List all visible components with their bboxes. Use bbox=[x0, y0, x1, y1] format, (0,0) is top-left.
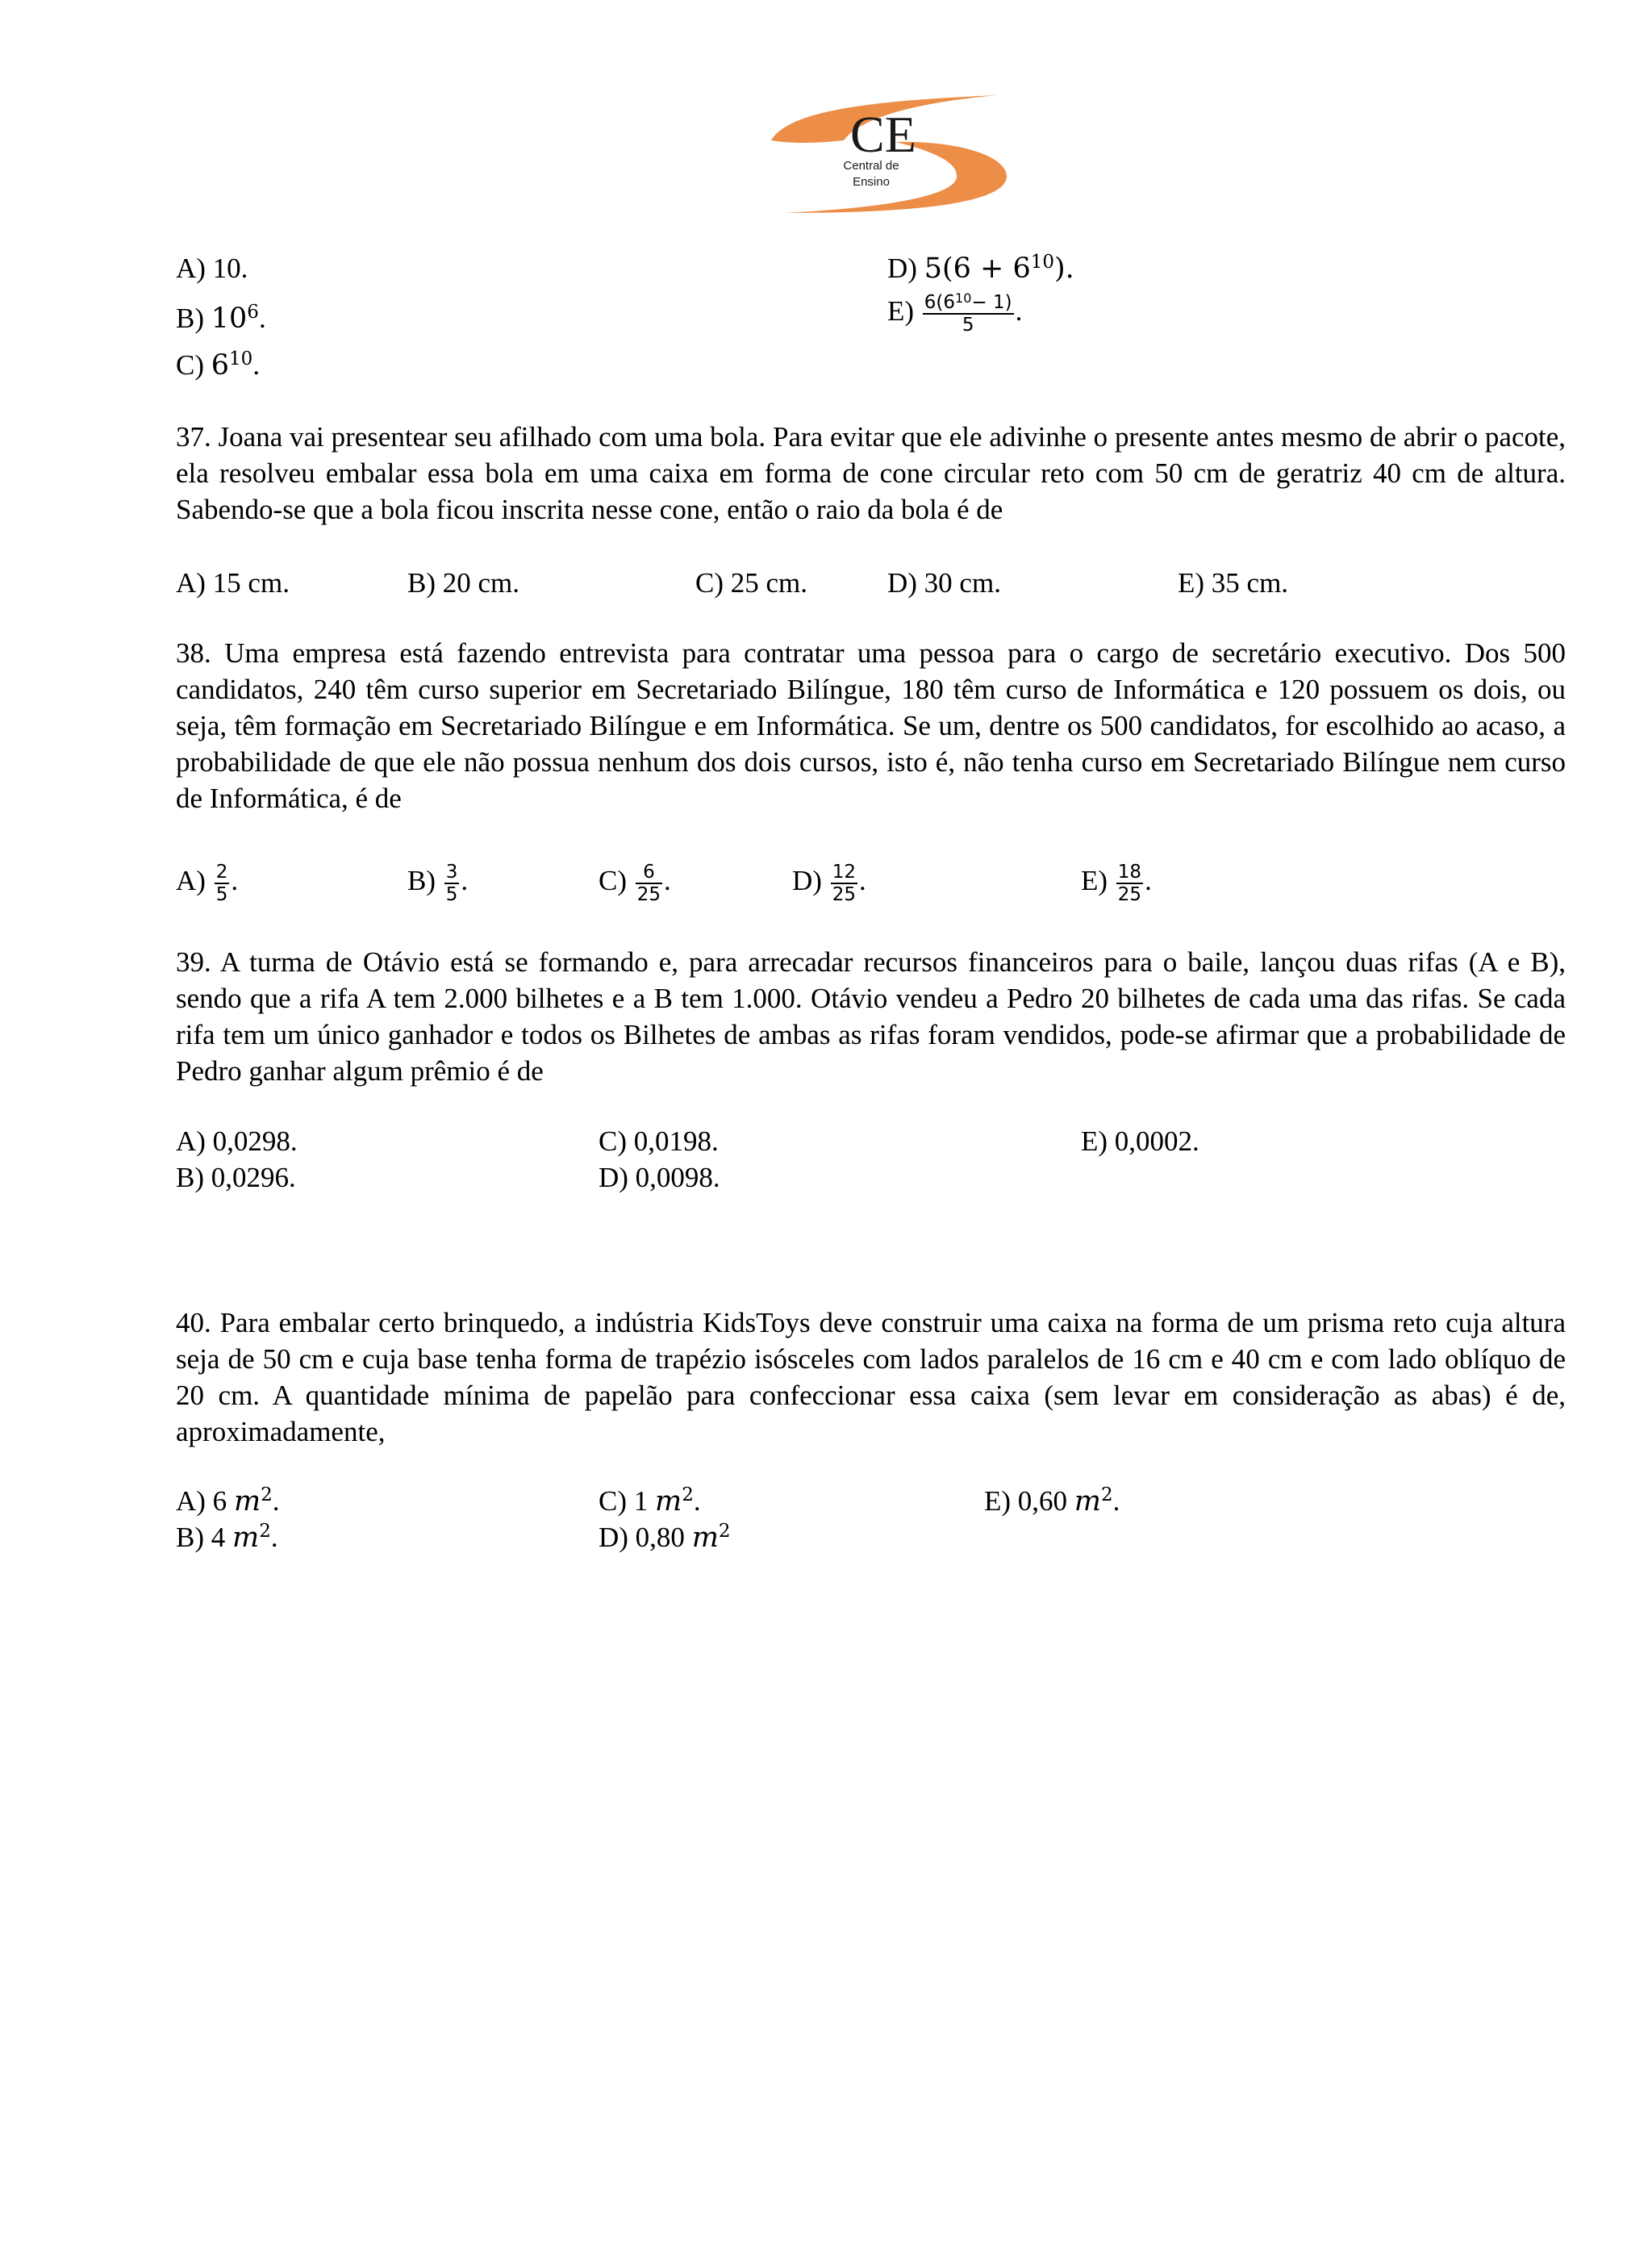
logo-line1: Central de bbox=[843, 159, 899, 173]
question-39 bbox=[176, 944, 1566, 1089]
question-40-text: 40. Para embalar certo brinquedo, a indústria KidsToys deve construir uma caixa na forma de um prisma reto cuja altura seja de 50 cm e cuja base tenha forma de trapézio isósceles com lados paralelos de 16 cm e 40 cm e com lado oblíquo de 20 cm. A quantidade mínima de papelão para confeccionar essa caixa (sem levar em consideração as abas) é de, aproximadamente, bbox=[176, 1307, 1566, 1447]
q36-e-fraction bbox=[923, 292, 1014, 336]
q36-e-end: . bbox=[1015, 295, 1023, 328]
q36-e-label: E) bbox=[887, 295, 921, 328]
q36-option-d[interactable] bbox=[887, 250, 1074, 287]
q36-b-base: 10 bbox=[211, 303, 248, 335]
q39-option-c[interactable]: C) 0,0198. bbox=[599, 1125, 719, 1157]
q40-option-e[interactable] bbox=[984, 1483, 1120, 1520]
q38-e-fraction bbox=[1116, 862, 1143, 905]
q38-option-a[interactable] bbox=[176, 857, 238, 905]
q38-c-denominator: 25 bbox=[636, 883, 661, 905]
q39-option-d[interactable]: D) 0,0098. bbox=[599, 1162, 720, 1193]
q40-b-unit: m bbox=[232, 1522, 260, 1554]
q38-a-label: A) bbox=[176, 865, 213, 896]
q36-b-exp: 6 bbox=[247, 302, 259, 323]
q36-d-end: ). bbox=[1054, 253, 1074, 285]
q38-option-d[interactable] bbox=[792, 857, 866, 905]
q38-c-label: C) bbox=[599, 865, 634, 896]
q38-a-denominator: 5 bbox=[215, 883, 228, 905]
q36-d-expr: 5(6 + 6 bbox=[924, 253, 1031, 285]
q38-b-label: B) bbox=[407, 865, 443, 896]
q39-option-a[interactable]: A) 0,0298. bbox=[176, 1125, 298, 1157]
q38-e-denominator: 25 bbox=[1117, 883, 1142, 905]
question-39-text: 39. A turma de Otávio está se formando e, para arrecadar recursos financeiros para o baile, lançou duas rifas (A e B), sendo que a rifa A tem 2.000 bilhetes e a B tem 1.000. Otávio vendeu a Pedro 20 bilhetes de cada uma das rifas. Se cada rifa tem um único ganhador e todos os Bilhetes de ambas as rifas foram vendidos, pode-se afirmar que a probabilidade de Pedro ganhar algum prêmio é de bbox=[176, 946, 1566, 1087]
q36-option-c[interactable] bbox=[176, 347, 260, 384]
q38-a-fraction bbox=[215, 862, 230, 905]
q40-c-end: . bbox=[693, 1485, 701, 1517]
q36-b-end: . bbox=[258, 303, 266, 334]
logo-letters: CE bbox=[850, 106, 916, 163]
q36-d-exp: 10 bbox=[1030, 252, 1055, 273]
q40-option-d[interactable] bbox=[599, 1519, 731, 1556]
q36-c-label: C) bbox=[176, 349, 211, 381]
question-38 bbox=[176, 635, 1566, 816]
q40-option-a[interactable] bbox=[176, 1483, 280, 1520]
q36-d-label: D) bbox=[887, 253, 924, 284]
q38-e-end: . bbox=[1145, 865, 1152, 896]
question-38-text: 38. Uma empresa está fazendo entrevista para contratar uma pessoa para o cargo de secretário executivo. Dos 500 candidatos, 240 têm curso superior em Secretariado Bilíngue, 180 têm curso de Informática e 120 possuem os dois, ou seja, têm formação em Secretariado Bilíngue e em Informática. Se um, dentre os 500 candidatos, for escolhido ao acaso, a probabilidade de que ele não possua nenhum dos dois cursos, isto é, não tenha curso em Secretariado Bilíngue nem curso de Informática, é de bbox=[176, 637, 1566, 814]
question-37-text: 37. Joana vai presentear seu afilhado com uma bola. Para evitar que ele adivinhe o presente antes mesmo de abrir o pacote, ela resolveu embalar essa bola em uma caixa em forma de cone circular reto com 50 cm de geratriz 40 cm de altura. Sabendo-se que a bola ficou inscrita nesse cone, então o raio da bola é de bbox=[176, 421, 1566, 525]
q40-option-b[interactable] bbox=[176, 1519, 278, 1556]
q38-a-numerator: 2 bbox=[215, 861, 228, 883]
q37-option-a[interactable]: A) 15 cm. bbox=[176, 567, 290, 599]
q40-c-unit: m bbox=[655, 1485, 682, 1518]
q38-c-end: . bbox=[664, 865, 671, 896]
q40-d-label: D) 0,80 bbox=[599, 1522, 692, 1553]
question-40 bbox=[176, 1305, 1566, 1450]
question-37 bbox=[176, 419, 1566, 528]
q36-c-exp: 10 bbox=[229, 349, 253, 369]
q40-c-exp: 2 bbox=[682, 1484, 694, 1505]
q40-b-exp: 2 bbox=[259, 1521, 271, 1542]
q36-c-base: 6 bbox=[211, 349, 230, 382]
q38-option-c[interactable] bbox=[599, 857, 671, 905]
q40-e-label: E) 0,60 bbox=[984, 1485, 1074, 1517]
q36-e-numerator bbox=[923, 292, 1014, 315]
q36-e-num-b: − 1) bbox=[971, 292, 1012, 313]
q40-a-end: . bbox=[272, 1485, 280, 1517]
q40-c-label: C) 1 bbox=[599, 1485, 655, 1517]
q36-b-label: B) bbox=[176, 303, 211, 334]
q38-a-end: . bbox=[231, 865, 239, 896]
q37-option-e[interactable]: E) 35 cm. bbox=[1178, 567, 1289, 599]
q38-d-numerator: 12 bbox=[832, 861, 856, 883]
central-de-ensino-logo bbox=[766, 90, 1024, 219]
q40-d-unit: m bbox=[691, 1522, 719, 1554]
logo-line2: Ensino bbox=[853, 175, 890, 189]
q38-e-numerator: 18 bbox=[1117, 861, 1142, 883]
q37-option-d[interactable]: D) 30 cm. bbox=[887, 567, 1001, 599]
q38-b-end: . bbox=[461, 865, 469, 896]
q36-e-denominator: 5 bbox=[962, 315, 974, 336]
q36-option-e[interactable] bbox=[887, 292, 1022, 336]
q38-option-e[interactable] bbox=[1081, 857, 1152, 905]
q40-e-unit: m bbox=[1074, 1485, 1101, 1518]
q37-option-c[interactable]: C) 25 cm. bbox=[695, 567, 808, 599]
q38-b-denominator: 5 bbox=[445, 883, 458, 905]
q40-option-c[interactable] bbox=[599, 1483, 701, 1520]
q40-b-end: . bbox=[270, 1522, 278, 1553]
q38-d-denominator: 25 bbox=[832, 883, 856, 905]
q38-d-end: . bbox=[858, 865, 866, 896]
q38-d-fraction bbox=[831, 862, 857, 905]
q38-b-fraction bbox=[444, 862, 460, 905]
q39-option-b[interactable]: B) 0,0296. bbox=[176, 1162, 296, 1193]
q40-e-exp: 2 bbox=[1101, 1484, 1113, 1505]
q36-e-num-a: 6(6 bbox=[924, 292, 956, 313]
q38-option-b[interactable] bbox=[407, 857, 468, 905]
q40-a-unit: m bbox=[233, 1485, 261, 1518]
q40-a-label: A) 6 bbox=[176, 1485, 234, 1517]
q40-e-end: . bbox=[1112, 1485, 1120, 1517]
q36-e-num-exp: 10 bbox=[955, 290, 972, 306]
q38-d-label: D) bbox=[792, 865, 829, 896]
q40-d-exp: 2 bbox=[718, 1521, 731, 1542]
q39-option-e[interactable]: E) 0,0002. bbox=[1081, 1125, 1199, 1157]
q36-option-a[interactable]: A) 10. bbox=[176, 253, 248, 284]
q38-e-label: E) bbox=[1081, 865, 1115, 896]
q38-c-fraction bbox=[636, 862, 662, 905]
q40-a-exp: 2 bbox=[261, 1484, 273, 1505]
q38-c-numerator: 6 bbox=[636, 862, 662, 884]
q36-c-end: . bbox=[252, 349, 261, 381]
q37-option-b[interactable]: B) 20 cm. bbox=[407, 567, 520, 599]
q40-b-label: B) 4 bbox=[176, 1522, 232, 1553]
q36-option-b[interactable] bbox=[176, 300, 266, 337]
q38-b-numerator: 3 bbox=[445, 861, 458, 883]
